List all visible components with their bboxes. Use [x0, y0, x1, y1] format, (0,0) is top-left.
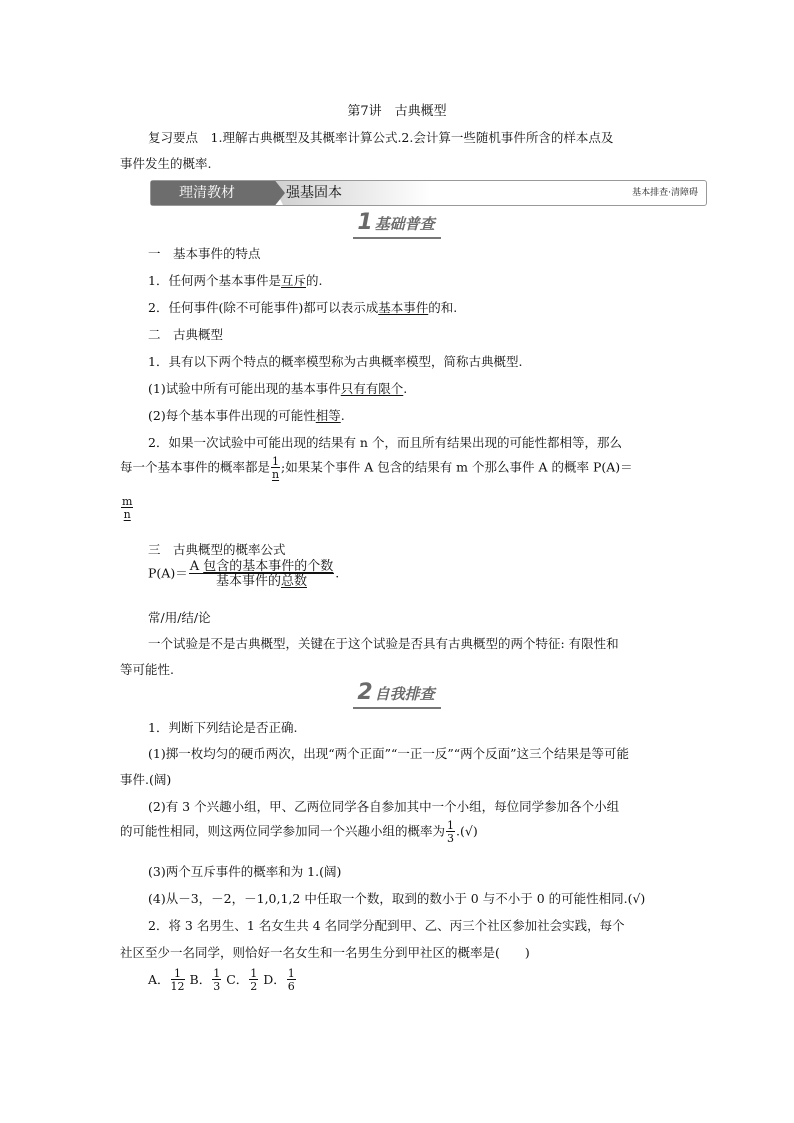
- part2-line1: 1．具有以下两个特点的概率模型称为古典概率模型，简称古典概型.: [148, 354, 523, 369]
- q1-item2-a: (2)有 3 个兴趣小组，甲、乙两位同学各自参加其中一个小组，每位同学参加各个小组: [148, 799, 620, 814]
- review-points-cont: 事件发生的概率.: [120, 156, 212, 171]
- q1-item4: (4)从－3，－2，－1,0,1,2 中任取一个数，取到的数小于 0 与不小于 0 的可能性相同.(√): [148, 891, 646, 906]
- part1-line2: 2．任何事件(除不可能事件)都可以表示成基本事件的和.: [148, 300, 458, 315]
- part1-line1: 1．任何两个基本事件是互斥的.: [148, 273, 323, 288]
- option-a[interactable]: A． $\frac{1}{12}$: [148, 967, 185, 993]
- heading-part3: 三 古典概型的概率公式: [148, 542, 286, 557]
- part2-line3: (2)每个基本事件出现的可能性相等.: [148, 408, 345, 423]
- part2-line6: [120, 496, 134, 520]
- banner-tag: 基本排查·清障碍: [632, 188, 698, 198]
- question-2-b: 社区至少一名同学，则恰好一名女生和一名男生分到甲社区的概率是( ): [120, 945, 530, 960]
- review-points: [148, 128, 613, 146]
- q1-item1-b: 事件.(阔): [120, 772, 172, 787]
- section-title: 自我排查: [374, 685, 435, 703]
- part2-line5: 每一个基本事件的概率都是 $\frac{1}{n}$ ;如果某个事件 A 包含的结果有 m 个那么事件 A 的概率 P(A)＝: [120, 455, 633, 481]
- fraction: $\frac{1}{3}$: [447, 819, 455, 845]
- question-1: 1．判断下列结论是否正确.: [148, 720, 298, 735]
- tip-label: 常/用/结/论: [148, 610, 211, 625]
- fraction: $\frac{1}{n}$: [271, 455, 280, 481]
- section-number: 2: [357, 680, 373, 705]
- q1-item1-a: (1)掷一枚均匀的硬币两次，出现“两个正面”“一正一反”“两个反面”这三个结果是等可能: [148, 746, 630, 761]
- banner-subtitle: 强基固本: [286, 185, 342, 201]
- section-banner: [150, 180, 707, 206]
- section-heading-2: [0, 680, 794, 709]
- question-2-a: 2．将 3 名男生、1 名女生共 4 名同学分配到甲、乙、丙三个社区参加社会实践，每个: [148, 918, 625, 933]
- review-label: 复习要点: [148, 130, 199, 145]
- page-title: 第7讲 古典概型: [347, 104, 447, 119]
- answer-options: [148, 968, 297, 992]
- section-title: 基础普查: [374, 215, 435, 233]
- q1-item3: (3)两个互斥事件的概率和为 1.(阔): [148, 864, 342, 879]
- review-text: 1.理解古典概型及其概率计算公式.2.会计算一些随机事件所含的样本点及: [198, 130, 614, 145]
- probability-formula: P(A)＝ $\frac{\text{A 包含的基本事件的个数}}{\text{基本事件的总数}}$ .: [148, 559, 340, 589]
- heading-part2: 二 古典概型: [148, 327, 224, 342]
- option-c[interactable]: C． $\frac{1}{2}$: [226, 967, 258, 993]
- fraction: $\frac{m}{n}$: [122, 495, 133, 521]
- tip-line2: 等可能性.: [120, 662, 174, 677]
- q1-item2-b: 的可能性相同，则这两位同学参加同一个兴趣小组的概率为 $\frac{1}{3}$ .(√): [120, 819, 478, 845]
- option-b[interactable]: B． $\frac{1}{3}$: [189, 967, 221, 993]
- section-heading-1: [0, 210, 794, 239]
- part2-line4: 2．如果一次试验中可能出现的结果有 n 个，而且所有结果出现的可能性都相等，那么: [148, 435, 622, 450]
- banner-left-label: 理清教材: [151, 181, 271, 205]
- section-number: 1: [357, 210, 373, 235]
- option-d[interactable]: D． $\frac{1}{6}$: [263, 967, 295, 993]
- heading-part1: 一 基本事件的特点: [148, 246, 261, 261]
- tip-line1: 一个试验是不是古典概型，关键在于这个试验是否具有古典概型的两个特征: 有限性和: [148, 636, 619, 651]
- part2-line2: (1)试验中所有可能出现的基本事件只有有限个.: [148, 381, 408, 396]
